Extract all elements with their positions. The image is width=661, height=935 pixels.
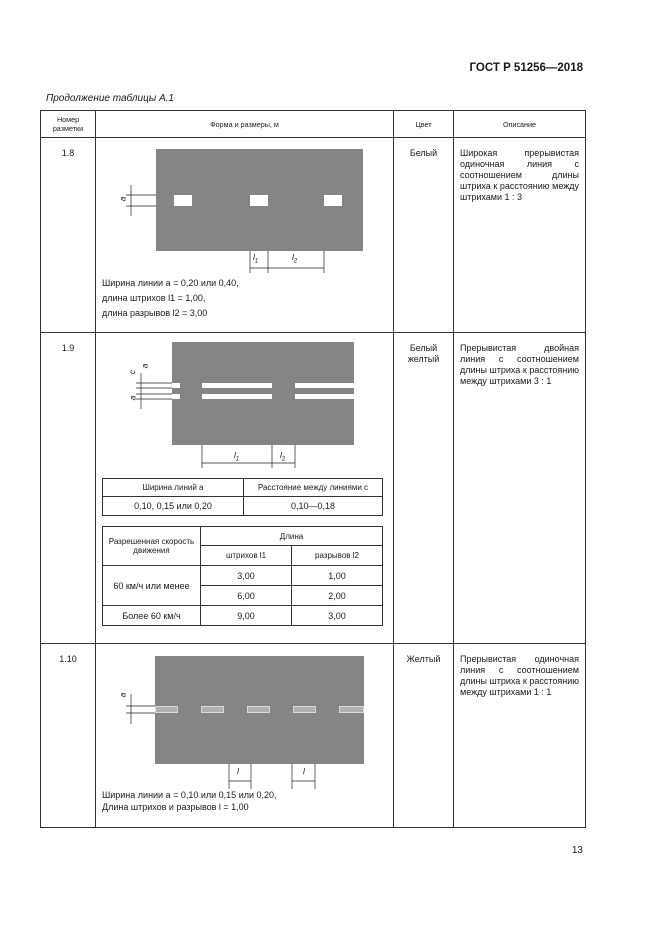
dim-label-l1: $l_1$ xyxy=(253,252,259,265)
stroke-length: 3,00 xyxy=(201,566,292,586)
marking-description: Широкая прерывистая одиночная линия с соотношением длины штриха к расстоянию между штрихами 1 : 3 xyxy=(454,138,586,333)
document-code: ГОСТ Р 51256—2018 xyxy=(469,62,583,74)
strokes-header: штрихов l1 xyxy=(201,546,292,566)
width-value: 0,10, 0,15 или 0,20 xyxy=(103,497,244,516)
page-number: 13 xyxy=(571,845,583,856)
col-header-description: Описание xyxy=(454,111,586,138)
dim-label-a: а xyxy=(127,395,138,401)
col-header-color: Цвет xyxy=(394,111,454,138)
table-row xyxy=(41,644,586,828)
table-caption: Продолжение таблицы А.1 xyxy=(46,93,174,104)
marking-color: Желтый xyxy=(394,644,454,828)
speed-header: Разрешенная скорость движения xyxy=(103,527,201,566)
dimension-lines xyxy=(96,644,396,844)
stroke-length: 6,00 xyxy=(201,586,292,606)
col-header-form: Форма и размеры, м xyxy=(96,111,394,138)
width-header: Ширина линий а xyxy=(103,479,244,497)
dim-label-a: а xyxy=(117,692,128,698)
gap-length: 1,00 xyxy=(292,566,383,586)
marking-number: 1.8 xyxy=(41,138,96,333)
marking-diagram xyxy=(96,644,394,828)
dim-label-l1: $l_1$ xyxy=(234,450,240,463)
marking-dimensions-text: Ширина линии а = 0,10 или 0,15 или 0,20, Длина штрихов и разрывов l = 1,00 xyxy=(102,790,277,812)
marking-description: Прерывистая двойная линия с соотношением длины штриха к расстоянию между штрихами 3 : 1 xyxy=(454,333,586,644)
width-table xyxy=(102,478,383,516)
marking-diagram xyxy=(96,138,394,333)
table-header-row xyxy=(41,111,586,138)
marking-diagram xyxy=(96,333,394,644)
gap-length: 2,00 xyxy=(292,586,383,606)
col-header-number: Номер разметки xyxy=(41,111,96,138)
marking-number: 1.10 xyxy=(41,644,96,828)
gaps-header: разрывов l2 xyxy=(292,546,383,566)
dim-label-c: с xyxy=(127,369,138,375)
markings-table xyxy=(40,110,586,828)
marking-color: Белый желтый xyxy=(394,333,454,644)
dim-label-l: l xyxy=(237,766,239,776)
spacing-value: 0,10—0,18 xyxy=(244,497,383,516)
stroke-length: 9,00 xyxy=(201,606,292,626)
dim-label-a: а xyxy=(139,363,150,369)
dim-label-l: l xyxy=(303,766,305,776)
marking-color: Белый xyxy=(394,138,454,333)
marking-dimensions-text: Ширина линии а = 0,20 или 0,40, длина штрихов l1 = 1,00, длина разрывов l2 = 3,00 xyxy=(102,278,239,318)
speed-table xyxy=(102,526,383,626)
table-row xyxy=(41,138,586,333)
spacing-header: Расстояние между линиями с xyxy=(244,479,383,497)
table-row xyxy=(41,333,586,644)
length-header: Длина xyxy=(201,527,383,546)
speed-low: 60 км/ч или менее xyxy=(103,566,201,606)
marking-description: Прерывистая одиночная линия с соотношением длины штриха к расстоянию между штрихами 1 : 1 xyxy=(454,644,586,828)
dim-label-a: а xyxy=(117,196,128,202)
marking-number: 1.9 xyxy=(41,333,96,644)
gap-length: 3,00 xyxy=(292,606,383,626)
dim-label-l2: $l_2$ xyxy=(292,252,298,265)
speed-high: Более 60 км/ч xyxy=(103,606,201,626)
dim-label-l2: $l_2$ xyxy=(280,450,286,463)
